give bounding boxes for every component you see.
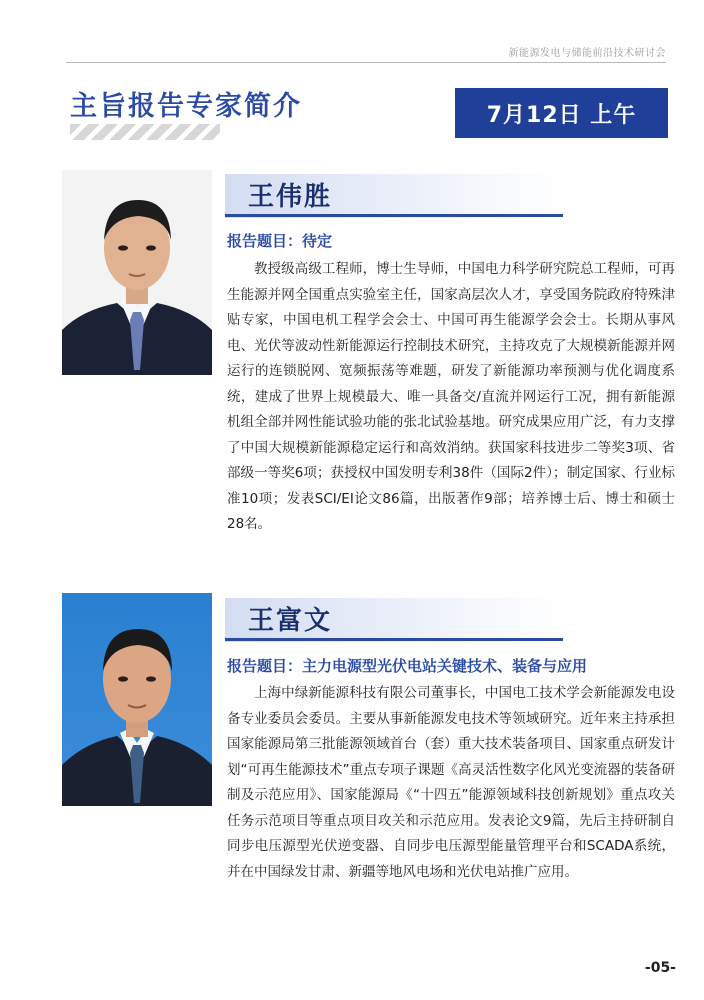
expert-photo-wang-fuwen: [62, 593, 212, 806]
event-name: 新能源发电与储能前沿技术研讨会: [508, 48, 666, 59]
report-title: 报告题目：待定: [227, 232, 333, 250]
report-title: 报告题目：主力电源型光伏电站关键技术、装备与应用: [227, 657, 588, 675]
section-title: 主旨报告专家简介: [70, 91, 302, 122]
expert-bio: 上海中绿新能源科技有限公司董事长，中国电工技术学会新能源发电设备专业委员会委员。主要从事新能源发电技术等领域研究。近年来主持承担国家能源局第三批能源领域首台（套）重大技术装备项目、国家重点研发计划“可再生能源技术”重点专项子课题《高灵活性数字化风光变流器的装备研制及示范应用》、国家能源局《“十四五”能源领域科技创新规划》重点攻关任务示范项目等重点项目攻关和示范应用。发表论文9篇，先后主持研制自同步电压源型光伏逆变器、自同步电压源型能量管理平台和SCADA系统，并在中国绿发甘肃、新疆等地风电场和光伏电站推广应用。: [227, 685, 675, 880]
expert-photo-wang-weisheng: [62, 170, 212, 375]
name-underline: [225, 638, 563, 641]
expert-name: 王伟胜: [248, 182, 333, 212]
header-divider: [66, 62, 666, 63]
portrait-illustration: [62, 593, 212, 806]
date-label: 7月12日 上午: [486, 102, 637, 128]
expert-name: 王富文: [248, 606, 333, 636]
page-number: -05-: [644, 960, 676, 976]
title-decoration: [70, 124, 220, 140]
name-underline: [225, 214, 563, 217]
portrait-illustration: [62, 170, 212, 375]
date-badge: [455, 88, 668, 138]
expert-bio: 教授级高级工程师，博士生导师，中国电力科学研究院总工程师，可再生能源并网全国重点实验室主任，国家高层次人才，享受国务院政府特殊津贴专家，中国电机工程学会会士、中国可再生能源学会会士。长期从事风电、光伏等波动性新能源运行控制技术研究，主持攻克了大规模新能源并网运行的连锁脱网、宽频振荡等难题，研发了新能源功率预测与优化调度系统，建成了世界上规模最大、唯一具备交/直流并网运行工况，拥有新能源机组全部并网性能试验功能的张北试验基地。研究成果应用广泛，有力支撑了中国大规模新能源稳定运行和高效消纳。获国家科技进步二等奖3项、省部级一等奖6项；获授权中国发明专利38件（国际2件）；制定国家、行业标准10项；发表SCI/EI论文86篇，出版著作9部；培养博士后、博士和硕士28名。: [227, 261, 675, 532]
